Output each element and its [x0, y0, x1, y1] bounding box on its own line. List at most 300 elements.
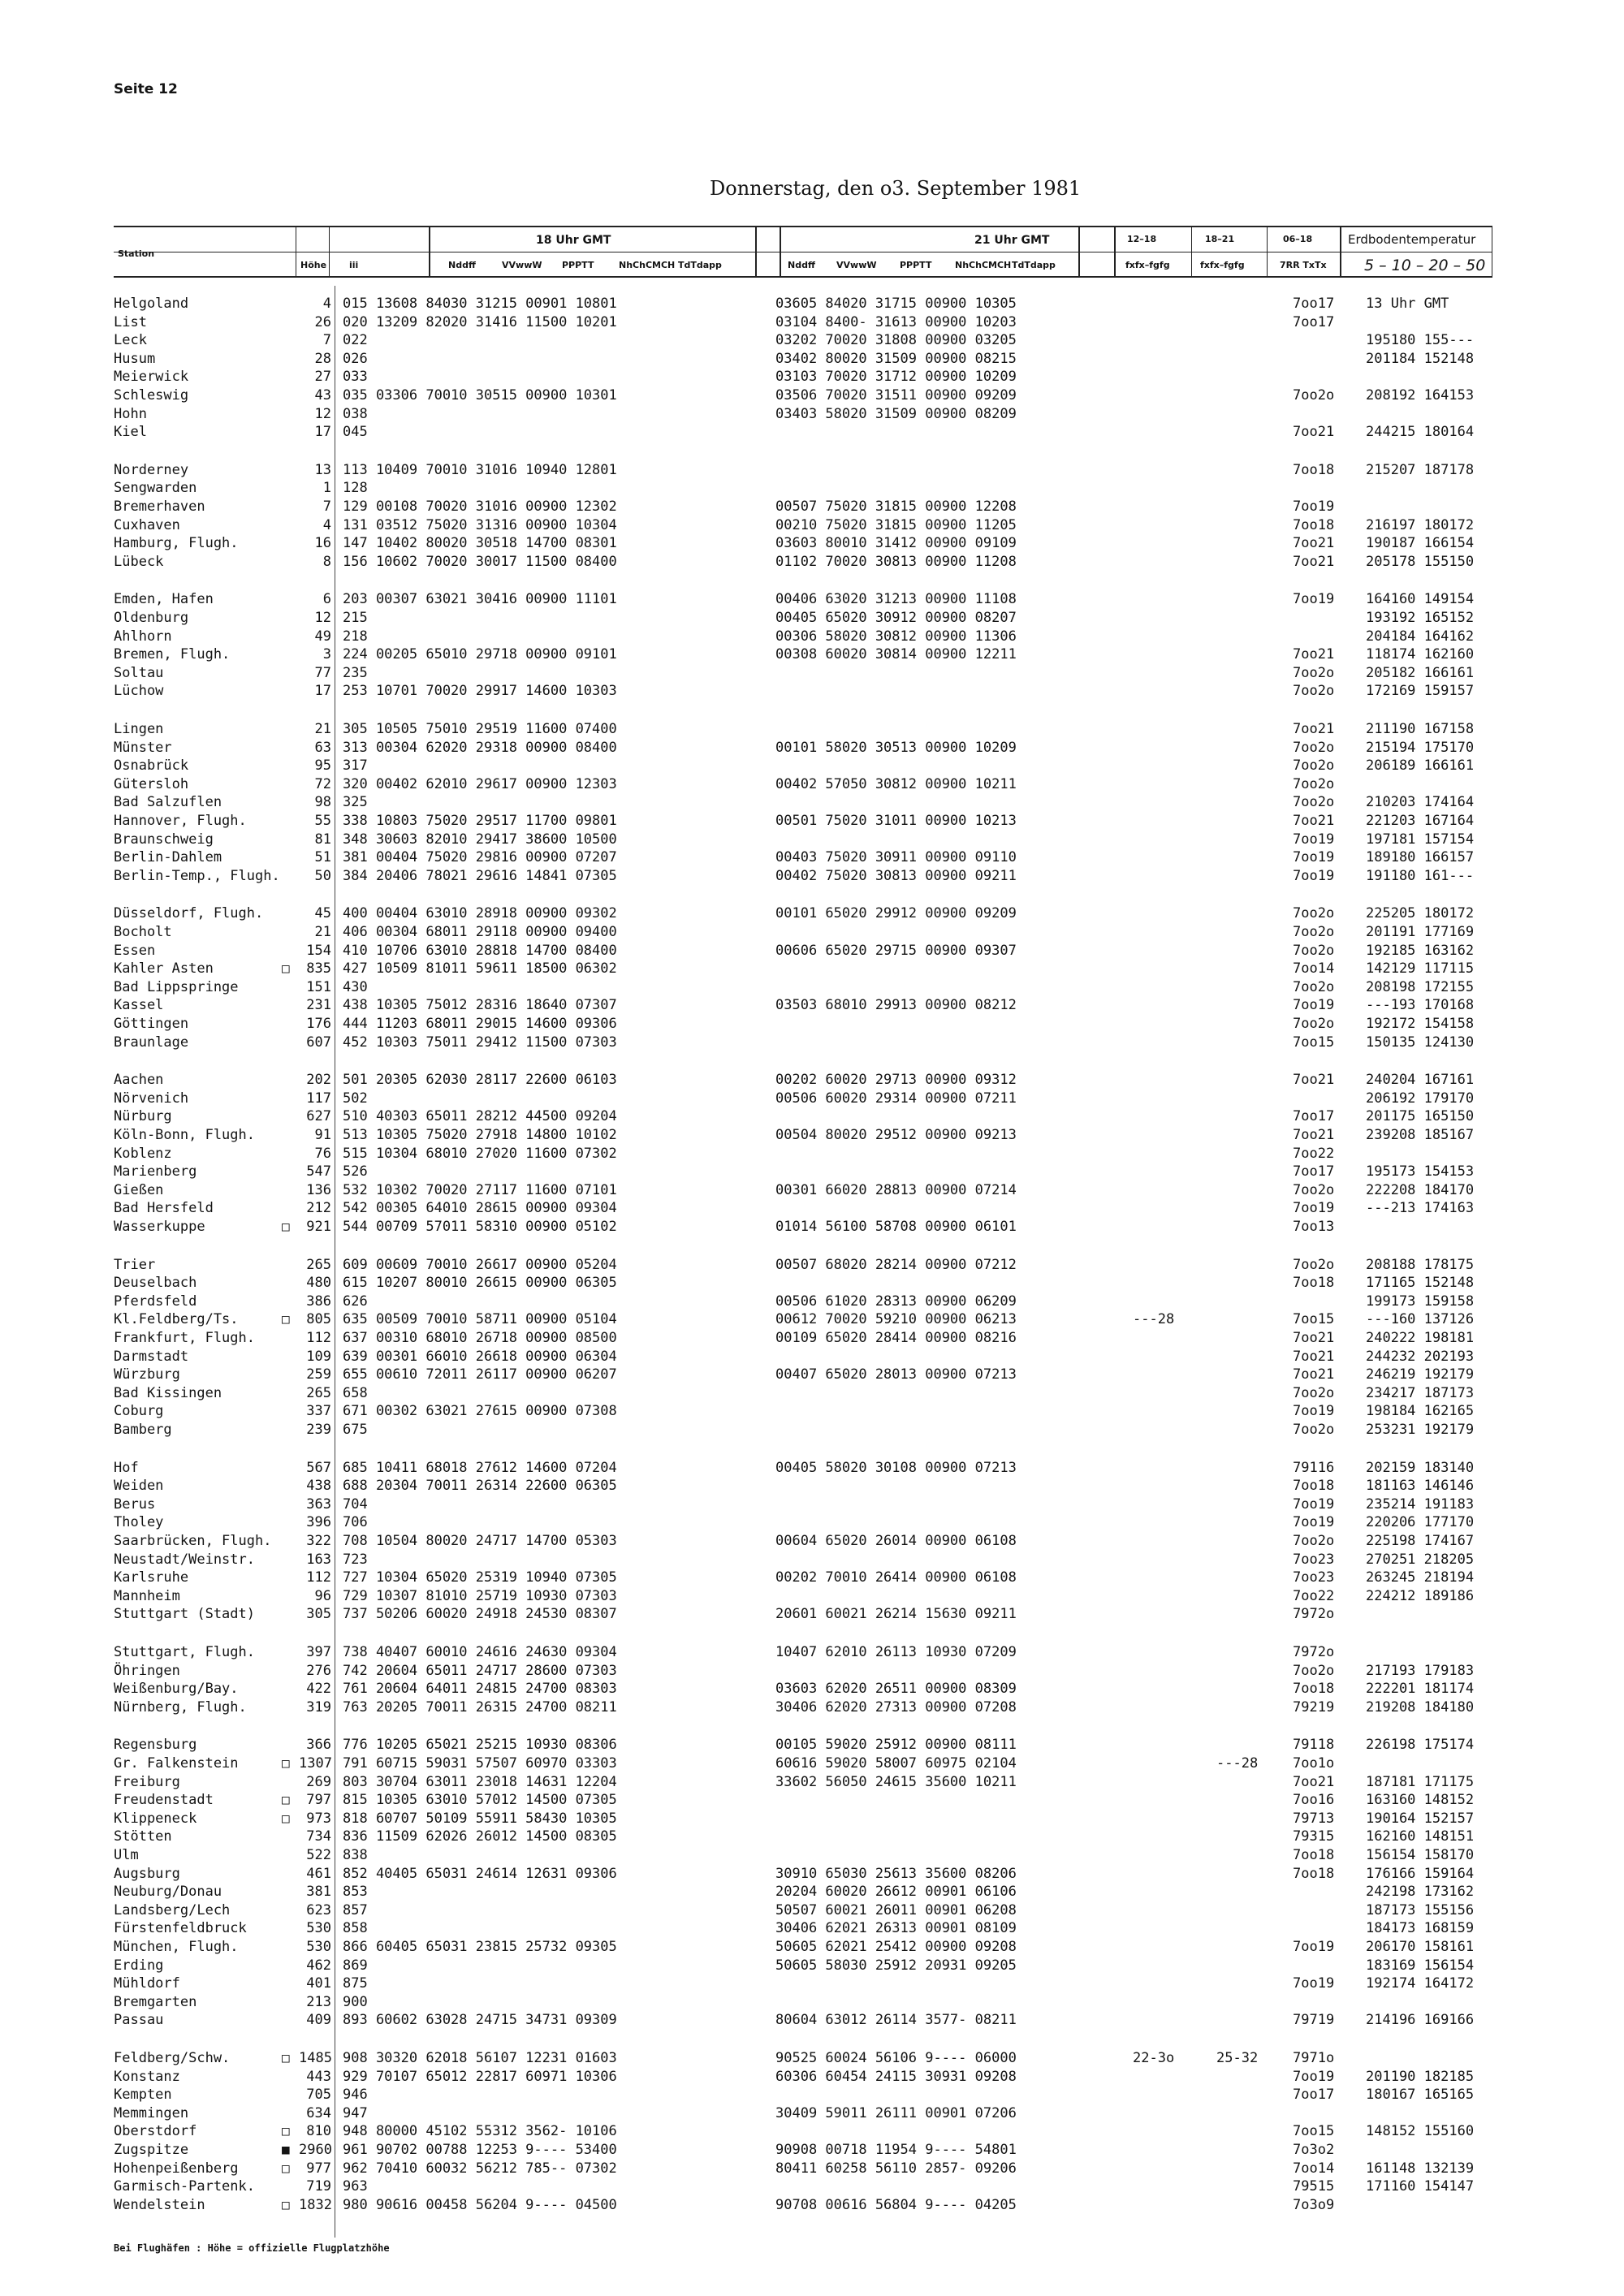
table-row — [0, 979, 1624, 997]
station-height: 27 — [314, 369, 331, 385]
soil-temperature: 225198 174167 — [1366, 1533, 1475, 1549]
obs-18utc: 655 00610 72011 26117 00900 06207 — [343, 1366, 617, 1383]
obs-18utc: 980 90616 00458 56204 9---- 04500 — [343, 2197, 617, 2213]
station-name: Bad Lippspringe — [114, 979, 239, 995]
soil-temperature: 263245 218194 — [1366, 1569, 1475, 1586]
obs-21utc: 03603 62020 26511 00900 08309 — [775, 1681, 1017, 1697]
obs-21utc: 00405 65020 30912 00900 08207 — [775, 610, 1017, 626]
station-name: Darmstadt — [114, 1349, 189, 1365]
obs-18utc: 026 — [343, 351, 368, 367]
soil-temperature: 192174 164172 — [1366, 1975, 1475, 1992]
obs-18utc: 675 — [343, 1422, 368, 1438]
soil-temperature: 189180 166157 — [1366, 849, 1475, 865]
table-row — [0, 831, 1624, 849]
station-height: 77 — [314, 665, 331, 681]
group-0618: 7oo2o — [1293, 1663, 1335, 1679]
table-row — [0, 1182, 1624, 1200]
station-height: 805 — [306, 1311, 331, 1327]
obs-18utc: 513 10305 75020 27918 14800 10102 — [343, 1127, 617, 1143]
obs-18utc: 381 00404 75020 29816 00900 07207 — [343, 849, 617, 865]
table-row — [0, 1200, 1624, 1218]
soil-temperature: ---213 174163 — [1366, 1200, 1475, 1216]
h21-col-4: TdTdapp — [1012, 260, 1056, 270]
table-row — [0, 1403, 1624, 1421]
obs-21utc: 00101 58020 30513 00900 10209 — [775, 740, 1017, 756]
table-row — [0, 1792, 1624, 1810]
obs-18utc: 688 20304 70011 26314 22600 06305 — [343, 1478, 617, 1494]
group-0618: 7oo19 — [1293, 849, 1335, 865]
station-height: 835 — [306, 960, 331, 977]
group-0618: 7oo17 — [1293, 296, 1335, 312]
soil-temperature: 214196 169166 — [1366, 2012, 1475, 2028]
soil-temperature: ---193 170168 — [1366, 997, 1475, 1013]
table-row — [0, 610, 1624, 628]
station-height: 95 — [314, 757, 331, 774]
table-row — [0, 1957, 1624, 1975]
obs-18utc: 708 10504 80020 24717 14700 05303 — [343, 1533, 617, 1549]
soil-temperature: 171165 152148 — [1366, 1275, 1475, 1291]
station-name: Gießen — [114, 1182, 164, 1198]
obs-18utc: 963 — [343, 2178, 368, 2195]
obs-21utc: 00109 65020 28414 00900 08216 — [775, 1330, 1017, 1346]
station-height: 91 — [314, 1127, 331, 1143]
station-height: 319 — [306, 1699, 331, 1716]
group-0618: 7oo2o — [1293, 683, 1335, 699]
station-height: 212 — [306, 1200, 331, 1216]
obs-18utc: 542 00305 64010 28615 00900 09304 — [343, 1200, 617, 1216]
station-name: Aachen — [114, 1072, 164, 1088]
obs-18utc: 857 — [343, 1902, 368, 1918]
station-height: 163 — [306, 1552, 331, 1568]
station-name: Essen — [114, 943, 156, 959]
table-row — [0, 2123, 1624, 2141]
station-marker: □ — [282, 960, 290, 976]
obs-18utc: 609 00609 70010 26617 00900 05204 — [343, 1257, 617, 1273]
station-marker: □ — [282, 2123, 290, 2138]
station-marker: □ — [282, 1755, 290, 1771]
group-0618: 7971o — [1293, 2050, 1335, 2066]
station-height: 567 — [306, 1460, 331, 1476]
table-row — [0, 849, 1624, 867]
group-0618: 7oo21 — [1293, 1774, 1335, 1790]
group-0618: 79515 — [1293, 2178, 1335, 2195]
station-height: 4 — [322, 517, 331, 533]
station-height: 1832 — [299, 2197, 332, 2213]
station-name: Koblenz — [114, 1146, 172, 1162]
soil-temperature: 208188 178175 — [1366, 1257, 1475, 1273]
station-height: 401 — [306, 1975, 331, 1992]
station-height: 530 — [306, 1939, 331, 1955]
header-hoehe: Höhe — [300, 260, 327, 270]
h21-col-1: VVwwW — [836, 260, 877, 270]
soil-temperature: 195173 154153 — [1366, 1163, 1475, 1180]
h-s1821: fxfx–fgfg — [1200, 260, 1245, 270]
station-name: Wendelstein — [114, 2197, 205, 2213]
table-row — [0, 1478, 1624, 1495]
obs-18utc: 737 50206 60020 24918 24530 08307 — [343, 1606, 617, 1622]
obs-18utc: 147 10402 80020 30518 14700 08301 — [343, 535, 617, 551]
obs-18utc: 427 10509 81011 59611 18500 06302 — [343, 960, 617, 977]
table-row — [0, 943, 1624, 960]
table-row — [0, 1496, 1624, 1514]
station-height: 151 — [306, 979, 331, 995]
obs-21utc: 00402 75020 30813 00900 09211 — [775, 868, 1017, 884]
obs-18utc: 908 30320 62018 56107 12231 01603 — [343, 2050, 617, 2066]
station-height: 396 — [306, 1514, 331, 1530]
table-row — [0, 1422, 1624, 1439]
station-height: 17 — [314, 424, 331, 440]
soil-temperature: 192185 163162 — [1366, 943, 1475, 959]
group-0618: 7oo21 — [1293, 1127, 1335, 1143]
table-row — [0, 721, 1624, 739]
obs-21utc: 00405 58020 30108 00900 07213 — [775, 1460, 1017, 1476]
obs-18utc: 131 03512 75020 31316 00900 10304 — [343, 517, 617, 533]
group-0618: 7oo2o — [1293, 905, 1335, 921]
station-height: 176 — [306, 1016, 331, 1032]
obs-18utc: 875 — [343, 1975, 368, 1992]
table-row — [0, 1920, 1624, 1938]
group-0618: 7oo21 — [1293, 1072, 1335, 1088]
soil-temperature: 191180 161--- — [1366, 868, 1475, 884]
station-height: 422 — [306, 1681, 331, 1697]
soil-temperature: 198184 162165 — [1366, 1403, 1475, 1419]
table-row — [0, 1975, 1624, 1993]
obs-18utc: 325 — [343, 794, 368, 810]
obs-18utc: 129 00108 70020 31016 00900 12302 — [343, 498, 617, 515]
group-0618: 7oo2o — [1293, 1385, 1335, 1401]
obs-18utc: 035 03306 70010 30515 00900 10301 — [343, 387, 617, 404]
soil-temperature: 201184 152148 — [1366, 351, 1475, 367]
header-iii: iii — [349, 260, 359, 270]
group-0618: 7oo15 — [1293, 2123, 1335, 2139]
obs-18utc: 384 20406 78021 29616 14841 07305 — [343, 868, 617, 884]
table-row — [0, 2069, 1624, 2087]
obs-21utc: 03506 70020 31511 00900 09209 — [775, 387, 1017, 404]
station-name: Freiburg — [114, 1774, 180, 1790]
soil-temperature: 197181 157154 — [1366, 831, 1475, 848]
table-row — [0, 1366, 1624, 1384]
group-0618: 7oo17 — [1293, 314, 1335, 330]
table-row — [0, 1127, 1624, 1145]
h-s0618: 7RR TxTx — [1280, 260, 1327, 270]
obs-18utc: 317 — [343, 757, 368, 774]
table-row — [0, 997, 1624, 1015]
soil-temperature: 163160 148152 — [1366, 1792, 1475, 1808]
table-row — [0, 1774, 1624, 1792]
obs-18utc: 406 00304 68011 29118 00900 09400 — [343, 924, 617, 940]
obs-21utc: 00306 58020 30812 00900 11306 — [775, 628, 1017, 645]
station-name: Düsseldorf, Flugh. — [114, 905, 264, 921]
station-name: Pferdsfeld — [114, 1293, 197, 1310]
obs-18utc: 852 40405 65031 24614 12631 09306 — [343, 1866, 617, 1882]
station-name: Cuxhaven — [114, 517, 180, 533]
station-marker: □ — [282, 1810, 290, 1826]
station-height: 72 — [314, 776, 331, 792]
soil-temperature: 210203 174164 — [1366, 794, 1475, 810]
group-0618: 7oo2o — [1293, 740, 1335, 756]
footnote: Bei Flughäfen : Höhe = offizielle Flugplatzhöhe — [114, 2242, 390, 2254]
obs-18utc: 853 — [343, 1884, 368, 1900]
soil-temperature: 239208 185167 — [1366, 1127, 1475, 1143]
group-0618: 7oo18 — [1293, 1866, 1335, 1882]
table-row — [0, 1385, 1624, 1403]
obs-18utc: 637 00310 68010 26718 00900 08500 — [343, 1330, 617, 1346]
obs-18utc: 348 30603 82010 29417 38600 10500 — [343, 831, 617, 848]
station-name: Kahler Asten — [114, 960, 214, 977]
station-marker: □ — [282, 1792, 290, 1807]
obs-18utc: 510 40303 65011 28212 44500 09204 — [343, 1108, 617, 1124]
obs-21utc: 80604 63012 26114 3577- 08211 — [775, 2012, 1017, 2028]
group-0618: 7oo16 — [1293, 1792, 1335, 1808]
station-name: Lübeck — [114, 554, 164, 570]
station-name: Neuburg/Donau — [114, 1884, 222, 1900]
station-height: 461 — [306, 1866, 331, 1882]
header-21utc: 21 Uhr GMT — [974, 234, 1050, 247]
group-0618: 7oo19 — [1293, 1496, 1335, 1513]
table-row — [0, 665, 1624, 683]
group-0618: 7oo2o — [1293, 1016, 1335, 1032]
h18-col-3: NhChCMCH — [619, 260, 676, 270]
station-name: Feldberg/Schw. — [114, 2050, 231, 2066]
table-row — [0, 2087, 1624, 2104]
h18-col-1: VVwwW — [502, 260, 542, 270]
soil-temperature: 205178 155150 — [1366, 554, 1475, 570]
station-height: 16 — [314, 535, 331, 551]
group-0618: 7oo22 — [1293, 1588, 1335, 1604]
station-name: Memmingen — [114, 2105, 189, 2121]
station-height: 305 — [306, 1606, 331, 1622]
table-row — [0, 1588, 1624, 1606]
station-height: 623 — [306, 1902, 331, 1918]
station-height: 921 — [306, 1219, 331, 1235]
table-row — [0, 2178, 1624, 2196]
soil-temperature: 215207 187178 — [1366, 462, 1475, 478]
group-0618: 7oo15 — [1293, 1034, 1335, 1051]
group-0618: 7oo19 — [1293, 868, 1335, 884]
group-0618: 7oo19 — [1293, 591, 1335, 607]
obs-18utc: 836 11509 62026 26012 14500 08305 — [343, 1828, 617, 1845]
soil-temperature: 190164 152157 — [1366, 1810, 1475, 1827]
soil-temperature: 211190 167158 — [1366, 721, 1475, 737]
table-row — [0, 1163, 1624, 1181]
group-0618: 7oo21 — [1293, 554, 1335, 570]
station-name: Saarbrücken, Flugh. — [114, 1533, 272, 1549]
station-name: Weißenburg/Bay. — [114, 1681, 239, 1697]
obs-18utc: 639 00301 66010 26618 00900 06304 — [343, 1349, 617, 1365]
station-height: 112 — [306, 1330, 331, 1346]
soil-temperature: 204184 164162 — [1366, 628, 1475, 645]
obs-18utc: 045 — [343, 424, 368, 440]
station-height: 13 — [314, 462, 331, 478]
obs-21utc: 30406 62020 27313 00900 07208 — [775, 1699, 1017, 1716]
group-0618: 7oo21 — [1293, 721, 1335, 737]
station-name: Zugspitze — [114, 2142, 189, 2158]
station-name: Berus — [114, 1496, 156, 1513]
soil-temperature: 176166 159164 — [1366, 1866, 1475, 1882]
obs-18utc: 704 — [343, 1496, 368, 1513]
h-s1218: fxfx–fgfg — [1125, 260, 1170, 270]
station-name: Passau — [114, 2012, 164, 2028]
station-height: 7 — [322, 332, 331, 348]
h-p0618: 06–18 — [1283, 234, 1313, 244]
header-station: Station — [118, 248, 155, 259]
station-name: Karlsruhe — [114, 1569, 189, 1586]
group-0618: 7oo2o — [1293, 776, 1335, 792]
group-0618: 7oo2o — [1293, 924, 1335, 940]
station-height: 7 — [322, 498, 331, 515]
gust-1218: 22-3o — [1133, 2050, 1175, 2066]
obs-21utc: 20601 60021 26214 15630 09211 — [775, 1606, 1017, 1622]
obs-21utc: 50507 60021 26011 00901 06208 — [775, 1902, 1017, 1918]
station-height: 50 — [314, 868, 331, 884]
group-0618: 7oo23 — [1293, 1569, 1335, 1586]
station-name: Gr. Falkenstein — [114, 1755, 239, 1772]
obs-21utc: 30910 65030 25613 35600 08206 — [775, 1866, 1017, 1882]
table-row — [0, 1034, 1624, 1052]
obs-18utc: 410 10706 63010 28818 14700 08400 — [343, 943, 617, 959]
soil-temperature: 187181 171175 — [1366, 1774, 1475, 1790]
station-name: Regensburg — [114, 1737, 197, 1753]
station-name: Kempten — [114, 2087, 172, 2103]
station-name: Husum — [114, 351, 156, 367]
station-height: 1 — [322, 480, 331, 496]
station-height: 634 — [306, 2105, 331, 2121]
soil-temperature: 118174 162160 — [1366, 646, 1475, 662]
obs-21utc: 00604 65020 26014 00900 06108 — [775, 1533, 1017, 1549]
station-name: Oldenburg — [114, 610, 189, 626]
obs-21utc: 80411 60258 56110 2857- 09206 — [775, 2160, 1017, 2177]
table-row — [0, 794, 1624, 812]
station-name: Wasserkuppe — [114, 1219, 205, 1235]
table-row — [0, 406, 1624, 424]
station-name: Frankfurt, Flugh. — [114, 1330, 255, 1346]
station-height: 43 — [314, 387, 331, 404]
group-0618: 7oo18 — [1293, 1478, 1335, 1494]
station-height: 719 — [306, 2178, 331, 2195]
obs-18utc: 156 10602 70020 30017 11500 08400 — [343, 554, 617, 570]
soil-temperature: 187173 155156 — [1366, 1902, 1475, 1918]
obs-21utc: 00105 59020 25912 00900 08111 — [775, 1737, 1017, 1753]
obs-18utc: 818 60707 50109 55911 58430 10305 — [343, 1810, 617, 1827]
obs-21utc: 00504 80020 29512 00900 09213 — [775, 1127, 1017, 1143]
obs-18utc: 761 20604 64011 24815 24700 08303 — [343, 1681, 617, 1697]
obs-18utc: 320 00402 62010 29617 00900 12303 — [343, 776, 617, 792]
station-name: Göttingen — [114, 1016, 189, 1032]
obs-21utc: 00506 61020 28313 00900 06209 — [775, 1293, 1017, 1310]
soil-temperature: 192172 154158 — [1366, 1016, 1475, 1032]
table-row — [0, 740, 1624, 757]
group-0618: 7oo17 — [1293, 2087, 1335, 2103]
station-height: 480 — [306, 1275, 331, 1291]
station-name: Mannheim — [114, 1588, 180, 1604]
station-marker: □ — [282, 1219, 290, 1234]
group-0618: 7oo19 — [1293, 1975, 1335, 1992]
obs-18utc: 515 10304 68010 27020 11600 07302 — [343, 1146, 617, 1162]
obs-18utc: 444 11203 68011 29015 14600 09306 — [343, 1016, 617, 1032]
gust-1821: 25-32 — [1216, 2050, 1259, 2066]
station-name: Braunschweig — [114, 831, 214, 848]
obs-18utc: 532 10302 70020 27117 11600 07101 — [343, 1182, 617, 1198]
station-name: Würzburg — [114, 1366, 180, 1383]
table-row — [0, 517, 1624, 535]
obs-21utc: 00402 57050 30812 00900 10211 — [775, 776, 1017, 792]
obs-21utc: 00507 75020 31815 00900 12208 — [775, 498, 1017, 515]
soil-temperature: 208198 172155 — [1366, 979, 1475, 995]
station-name: Konstanz — [114, 2069, 180, 2085]
soil-temperature: 201190 182185 — [1366, 2069, 1475, 2085]
station-name: Mühldorf — [114, 1975, 180, 1992]
group-0618: 7oo19 — [1293, 831, 1335, 848]
table-row — [0, 1847, 1624, 1865]
station-marker: □ — [282, 2160, 290, 2176]
soil-temperature: 246219 192179 — [1366, 1366, 1475, 1383]
h18-col-2: PPPTT — [562, 260, 594, 270]
soil-temperature: 201175 165150 — [1366, 1108, 1475, 1124]
table-row — [0, 1108, 1624, 1126]
table-row — [0, 1866, 1624, 1884]
station-height: 17 — [314, 683, 331, 699]
table-row — [0, 1939, 1624, 1957]
group-0618: 7oo1o — [1293, 1755, 1335, 1772]
table-row — [0, 535, 1624, 553]
station-name: Berlin-Dahlem — [114, 849, 222, 865]
obs-21utc: 30409 59011 26111 00901 07206 — [775, 2105, 1017, 2121]
station-height: 96 — [314, 1588, 331, 1604]
group-0618: 7oo18 — [1293, 462, 1335, 478]
group-0618: 7oo19 — [1293, 1403, 1335, 1419]
station-height: 21 — [314, 924, 331, 940]
group-0618: 7oo21 — [1293, 646, 1335, 662]
station-name: Berlin-Temp., Flugh. — [114, 868, 280, 884]
soil-temperature: 201191 177169 — [1366, 924, 1475, 940]
table-row — [0, 1644, 1624, 1662]
station-height: 213 — [306, 1994, 331, 2010]
group-0618: 7oo17 — [1293, 1163, 1335, 1180]
table-row — [0, 1606, 1624, 1624]
station-height: 797 — [306, 1792, 331, 1808]
table-row — [0, 813, 1624, 831]
table-row — [0, 1902, 1624, 1920]
obs-18utc: 215 — [343, 610, 368, 626]
station-name: Sengwarden — [114, 480, 197, 496]
obs-18utc: 038 — [343, 406, 368, 422]
header-18utc: 18 Uhr GMT — [536, 234, 611, 247]
group-0618: 7oo2o — [1293, 1422, 1335, 1438]
table-row — [0, 2142, 1624, 2160]
station-height: 6 — [322, 591, 331, 607]
group-0618: 7oo2o — [1293, 665, 1335, 681]
soil-temperature: 183169 156154 — [1366, 1957, 1475, 1974]
obs-18utc: 022 — [343, 332, 368, 348]
obs-18utc: 706 — [343, 1514, 368, 1530]
table-row — [0, 498, 1624, 516]
soil-temperature: 244232 202193 — [1366, 1349, 1475, 1365]
group-0618: 7972o — [1293, 1644, 1335, 1660]
station-height: 530 — [306, 1920, 331, 1936]
station-height: 231 — [306, 997, 331, 1013]
table-row — [0, 296, 1624, 313]
station-name: Bremerhaven — [114, 498, 205, 515]
station-name: Gütersloh — [114, 776, 189, 792]
station-height: 1485 — [299, 2050, 332, 2066]
station-name: Kiel — [114, 424, 147, 440]
station-height: 259 — [306, 1366, 331, 1383]
obs-18utc: 869 — [343, 1957, 368, 1974]
station-name: Lingen — [114, 721, 164, 737]
station-name: Bad Hersfeld — [114, 1200, 214, 1216]
table-row — [0, 1533, 1624, 1551]
obs-21utc: 20204 60020 26612 00901 06106 — [775, 1884, 1017, 1900]
